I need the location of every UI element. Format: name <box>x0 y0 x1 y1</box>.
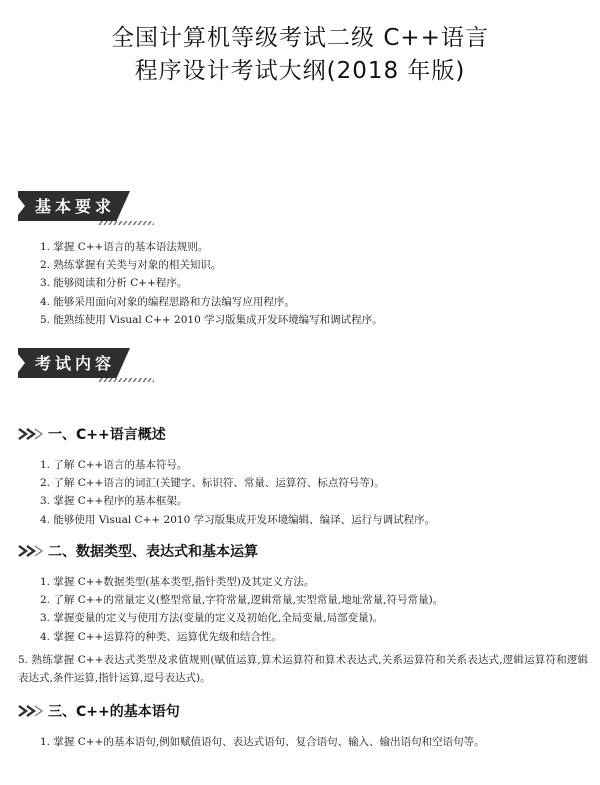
topic-2-list <box>40 573 588 646</box>
section-heading-label: 考试内容 <box>35 354 116 373</box>
list-item: 1. 掌握 C++语言的基本语法规则。 <box>40 241 209 253</box>
double-chevron-icon <box>18 427 46 441</box>
topic-2-list-wrapped <box>18 651 588 687</box>
requirements-list <box>40 238 588 329</box>
list-item: 1. 掌握 C++的基本语句,例如赋值语句、表达式语句、复合语句、输入、输出语句和空语句等。 <box>40 736 485 748</box>
title-line-2: 程序设计考试大纲(2018 年版) <box>134 58 466 84</box>
list-item: 4. 掌握 C++运算符的种类、运算优先级和结合性。 <box>40 630 282 643</box>
topic-heading-1 <box>18 424 166 444</box>
document-title <box>0 22 600 88</box>
list-item: 3. 能够阅读和分析 C++程序。 <box>40 277 188 290</box>
list-item: 2. 熟练掌握有关类与对象的相关知识。 <box>40 259 222 272</box>
section-heading-requirements <box>18 191 158 225</box>
topic-heading-2 <box>18 541 258 561</box>
title-line-1: 全国计算机等级考试二级 C++语言 <box>111 25 489 51</box>
heading-hatch-decoration <box>98 221 154 225</box>
list-item: 5. 熟练掌握 C++表达式类型及求值规则(赋值运算,算术运算符和算术表达式,关系运算符和关系表达式,逻辑运算符和逻辑表达式,条件运算,指针运算,逗号表达式)。 <box>18 654 588 685</box>
list-item: 4. 能够使用 Visual C++ 2010 学习版集成开发环境编辑、编译、运行与调试程序。 <box>40 513 436 526</box>
list-item: 3. 掌握 C++程序的基本框架。 <box>40 495 188 508</box>
list-item: 1. 了解 C++语言的基本符号。 <box>40 459 188 471</box>
list-item: 3. 掌握变量的定义与使用方法(变量的定义及初始化,全局变量,局部变量)。 <box>40 612 384 625</box>
double-chevron-icon <box>18 544 46 558</box>
heading-hatch-decoration <box>98 378 154 382</box>
list-item: 2. 了解 C++语言的词汇(关键字、标识符、常量、运算符、标点符号等)。 <box>40 477 385 490</box>
topic-3-list <box>40 733 588 751</box>
topic-title: 三、C++的基本语句 <box>48 704 180 720</box>
list-item: 4. 能够采用面向对象的编程思路和方法编写应用程序。 <box>40 295 295 308</box>
list-item: 5. 能熟练使用 Visual C++ 2010 学习版集成开发环境编写和调试程序。 <box>40 313 383 326</box>
list-item: 1. 掌握 C++数据类型(基本类型,指针类型)及其定义方法。 <box>40 576 315 588</box>
topic-title: 二、数据类型、表达式和基本运算 <box>48 544 258 560</box>
topic-title: 一、C++语言概述 <box>48 427 166 443</box>
section-heading-content <box>18 348 158 382</box>
section-heading-label: 基本要求 <box>35 197 116 216</box>
topic-1-list <box>40 456 588 529</box>
heading-notch-shape <box>18 354 25 372</box>
heading-notch-shape <box>18 197 25 215</box>
double-chevron-icon <box>18 704 46 718</box>
list-item: 2. 了解 C++的常量定义(整型常量,字符常量,逻辑常量,实型常量,地址常量,符号常量)。 <box>40 594 444 607</box>
topic-heading-3 <box>18 701 180 721</box>
